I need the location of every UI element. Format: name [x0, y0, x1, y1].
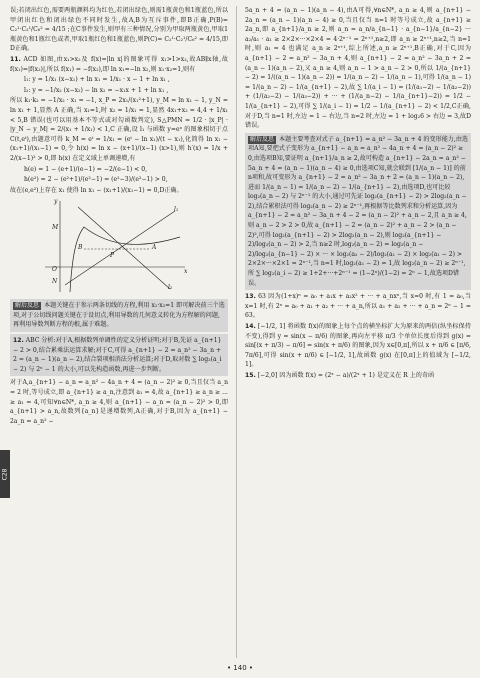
q11-equation-l1: l₁: y = 1/x₁ (x−x₁) + ln x₁ = 1/x₁ · x − 1 + ln x₁ ,	[24, 76, 170, 84]
paragraph-q15	[245, 371, 471, 381]
q11-h-e2: h(e²) = 2 − (e²+1)/(e²−1) = (e²−3)/(e²−1) > 0,	[24, 176, 168, 184]
label-p: P	[110, 252, 115, 260]
reflection-box-q11	[10, 299, 228, 332]
reflection-box-q12	[245, 133, 471, 291]
q14-text: [−1/2, 1] 将函数 f(x)的图象上每个点的横坐标扩大为原来的两倍(纵坐标保持不变),得到 y = sin(x − π/6) 的图象,再向左平移 π/3 个单位长度后得到 g(x) = sin[(x + π/3) − π/6] = sin(x + π/6) 的图象,因为 x∈[0,π],所以 x + π/6 ∈ [π/6, 7π/6],可得 sin(x + π/6) ∈ [−1/2, 1],故函数 g(x) 在[0,π]上的值域为 [−1/2, 1]。	[245, 323, 472, 369]
question-number-13: 13.	[245, 293, 256, 301]
side-tab-label: C28	[1, 468, 9, 480]
question-number-12: 12.	[13, 337, 24, 345]
column-divider	[236, 6, 237, 658]
label-x: x	[184, 268, 188, 276]
side-tab	[0, 450, 10, 498]
reflection-text: 本题关键在于参示两条切线的方程,利用 x₁·x₂=1 即可解决前三个选项,对于公切线问题关键在于设切点,利用导数的几何意义转化为方程解的问题,再利用导数判断方程的根,属于难题。	[13, 302, 225, 329]
q11-equation-l2: l₂: y = −1/x₂ (x−x₂) − ln x₂ = −x₁x + 1 + ln x₁ ,	[24, 86, 169, 94]
paragraph-q14	[245, 322, 471, 370]
label-y: y	[54, 198, 58, 206]
q12-solution-a: 对于A,a_{n+1} − a_n = a_n² − 4a_n + 4 = (a_n − 2)² ≥ 0,当且仅当 a_n = 2 时,等号成立,即 a_{n+1} ≥ a_n,注意到 a₁ = 4,故 a_{n+1} ≥ a_n ≥ ... ≥ a₁ = 4,可知∀n∈N*, a_n ≥ 4,则 a_{n+1} − a_n = (a_n − 2)² > 0,即 a_{n+1} > a_n,故数列{a_n}是递增数列,A正确,对于B,因为 a_{n+1} − 2a_n = a_n² −	[10, 379, 228, 425]
q12-analysis-text: ABC 分析:对于A,根据数列单调性的定义分析证明;对于B,先证 a_{n+1} − 2 > 0,结合累乘法运算求解;对于C,可得 a_{n+1} − 2 = a_n² − 3a_n + 2 = (a_n − 1)(a_n − 2),结合裂项相消法分析运算;对于D,取对数 ∑ log₂(a_i − 2) 与 2ⁿ − 1 的大小,可以先构造函数,再进一步判断。	[13, 337, 222, 373]
reflection-tag-2: 解后反思	[250, 135, 275, 143]
right-column	[245, 6, 471, 382]
tangent-line-figure	[40, 197, 228, 297]
q11-analysis: 所以 k₁·k₂ = −1/x₂ · x₁ = −1, x_P = 2x₁/(x₁²+1), y_M = ln x₁ − 1, y_N = ln x₁ + 1,显然 A 正确,当 x₁=1,时 x₂ = 1/x₁ = 1,显然 4x₁+x₂ = 4,4 + 1/x₁ < 5,B 错误(也可以用基本不等式或对勾函数判定), S△PMN = 1/2 · |x_P| · |y_N − y_M| = 2/(x₁ + 1/x₁) < 1,C 正确,设 l₁ 与函数 y=eˣ 的图象相切于点 C(t,eᵗ),由题意可得 k_M = eᵗ = 1/x₁ = (eᵗ − ln x₁)/(t − x₁),化简得 ln x₁ − (x₁+1)/(x₁−1) = 0,令 h(x) = ln x − (x+1)/(x−1) (x>1),则 h′(x) = 1/x + 2/(x−1)² > 0,即 h(x) 在定义域上单调递增,有	[10, 97, 228, 162]
left-column	[10, 6, 228, 427]
label-m: M	[52, 224, 59, 232]
q11-conclusion: 故在(e,e²)上存在 x₁ 使得 ln x₁ − (x₁+1)/(x₁−1) = 0,D正确。	[10, 186, 183, 194]
label-o: O	[52, 266, 57, 274]
paragraph-q11	[10, 55, 228, 74]
q13-text: 63 因为(1+x)ⁿ = a₀ + a₁x + a₂x² + ··· + a_nxⁿ,当 x=0 时,有 1 = a₀,当 x=1 时,有 2ⁿ = a₀ + a₁ + a₂ + ··· + a_n,所以 a₁ + a₂ + ··· + a_n = 2ⁿ − 1 = 63。	[245, 293, 471, 320]
q11-text: ACD 如图,由x₁>x₂及 f(x)=|ln x|的图象可得 x₁>1>x₂,故AB∥x轴,故 f(x₁)=|f(x₂)|,所以 f(x₁) = −f(x₂),即 ln x₁=−ln x₂,则 x₁·x₂=1,则有	[10, 55, 228, 73]
q15-text: [−2,0] 因为函数 f(x) = (2ˣ − a)/(2ˣ + 1) 是定义在 R 上的奇函	[257, 371, 435, 379]
reflection-tag: 解后反思	[15, 302, 40, 310]
q12-solution-cont: 5a_n + 4 = (a_n − 1)(a_n − 4),由A可得,∀n∈N*, a_n ≥ 4,则 a_{n+1} − 2a_n = (a_n − 1)(a_n − 4) ≥ 0,当且仅当 n=1 时等号成立,故 a_{n+1} ≥ 2a_n,即 a_{n+1}/a_n ≥ 2,则 a_n = a_n/a_{n−1} · a_{n−1}/a_{n−2} ··· a₂/a₁ · a₁ ≥ 2×2×···×2×4 = 4·2ⁿ⁻¹ = 2ⁿ⁺¹,n≥2,即 a_n ≥ 2ⁿ⁺¹,n≥2,当 n=1 时,则 a₁ = 4 也满足 a_n ≥ 2ⁿ⁺¹,综上所述,a_n ≥ 2ⁿ⁺¹,B正确,对于C,因为 a_{n+1} − 2 = a_n² − 3a_n + 4,则 a_{n+1} − 2 = a_n² − 3a_n + 2 = (a_n − 1)(a_n − 2),又 a_n ≥ 4,则 a_n − 1 > a_n − 2 > 0,所以 1/(a_{n+1} − 2) = 1/((a_n − 1)(a_n − 2)) = 1/(a_n − 2) − 1/(a_n − 1),可得 1/(a_n − 1) = 1/(a_n − 2) − 1/(a_{n+1} − 2),故 ∑ 1/(a_i − 1) = (1/(a₁−2) − 1/(a₂−2)) + (1/(a₂−2) − 1/(a₃−2)) + ··· + (1/(a_n−2) − 1/(a_{n+1}−2)) = 1/2 − 1/(a_{n+1} − 2),可得 ∑ 1/(a_i − 1) = 1/2 − 1/(a_{n+1} − 2) < 1/2,C正确,对于D,当 n=1 时,左边 = 1 − 右边,当 n=2 时,左边 = 1 + log₂6 > 右边 = 3,故D错误。	[245, 7, 471, 130]
label-n: N	[52, 278, 58, 286]
page-number: • 140 •	[226, 664, 254, 672]
question-number-11: 11.	[10, 55, 21, 63]
label-l2: l₂	[168, 284, 173, 292]
paragraph-q13	[245, 292, 471, 321]
question-number-15: 15.	[245, 371, 256, 379]
reflection-text-2: 本题主要考查对式子 a_{n+1} = a_n² − 3a_n + 4 的变形能力,由选项A知,要把式子变形为 a_{n+1} − a_n = a_n² − 4a_n + 4 = (a_n − 2)² ≥ 0,由选项B知,要证明 a_{n+1}/a_n ≥ 2,故可构造 a_{n+1} − 2a_n = a_n² − 5a_n + 4 = (a_n − 1)(a_n − 4) ≥ 0,由选项C知,就会联到 [1/(a_n − 1)] 的前n项和,故可变形为 a_{n+1} − 2 = a_n² − 3a_n + 2 = (a_n − 1)(a_n − 2),进而 1/(a_n − 1) = 1/(a_n − 2) − 1/(a_{n+1} − 2),由选项D,也可比较 log₂(a_n − 2) 与 2ⁿ⁻¹ 的大小,通过可先证 log₂(a_{n+1} − 2) > 2log₂(a_n − 2),结合累积法可得 log₂(a_n − 2) ≥ 2ⁿ⁻¹,再根据等比数列求和分析运算,因为 a_{n+1} − 2 = a_n² − 3a_n + 4 − 2 = (a_n − 2)² + a_n − 2,且 a_n ≥ 4,则 a_n − 2 > 2 > 0,故 a_{n+1} − 2 = (a_n − 2)² + a_n − 2 > (a_n − 2)²,可得 log₂(a_{n+1} − 2) > 2log₂(a_n − 2),则 log₂(a_{n+1} − 2)/log₂(a_n − 2) > 2,当 n≥2 时,log₂(a_n − 2) = log₂(a_n − 2)/log₂(a_{n−1} − 2) × ··· × log₂(a₂ − 2)/log₂(a₁ − 2) × log₂(a₁ − 2) > 2×2×···×2×1 = 2ⁿ⁻¹,当 n=1 时,log₂(a₁ − 2) = 1,故 log₂(a_n − 2) ≥ 2ⁿ⁻¹,所 ∑ log₂(a_i − 2) ≥ 1+2+···+2ⁿ⁻¹ = (1−2ⁿ)/(1−2) = 2ⁿ − 1,故选项D错误。	[248, 135, 469, 287]
label-l1: l₁	[174, 206, 179, 214]
label-a: A	[152, 244, 157, 252]
paragraph-q10-end: 误;若闭出红色,需要两瓶颜料均为红色,若闭出绿色,则需1瓶黄色和1瓶蓝色,所以甲闭出红色和闭出绿色不同时发生,故A,B为互斥事件,即B正确,P(B)= C₂¹·C₂¹/C₆² = 4/15 ;在C事件发生,则甲有三种情况,分别为甲取两瓶黄色,甲取1瓶黄色和1瓶红色或者,甲取1瓶红色和1瓶蓝色,则P(C)= C₂¹·C₂¹/C₆² = 4/15,即D正确。	[10, 7, 228, 53]
figure-svg	[40, 197, 190, 297]
label-b: B	[78, 244, 83, 252]
q11-h-e: h(e) = 1 − (e+1)/(e−1) = −2/(e−1) < 0,	[24, 165, 148, 173]
ln-abs-curve	[70, 227, 180, 292]
analysis-box-q12	[10, 334, 228, 376]
question-number-14: 14.	[245, 323, 256, 330]
